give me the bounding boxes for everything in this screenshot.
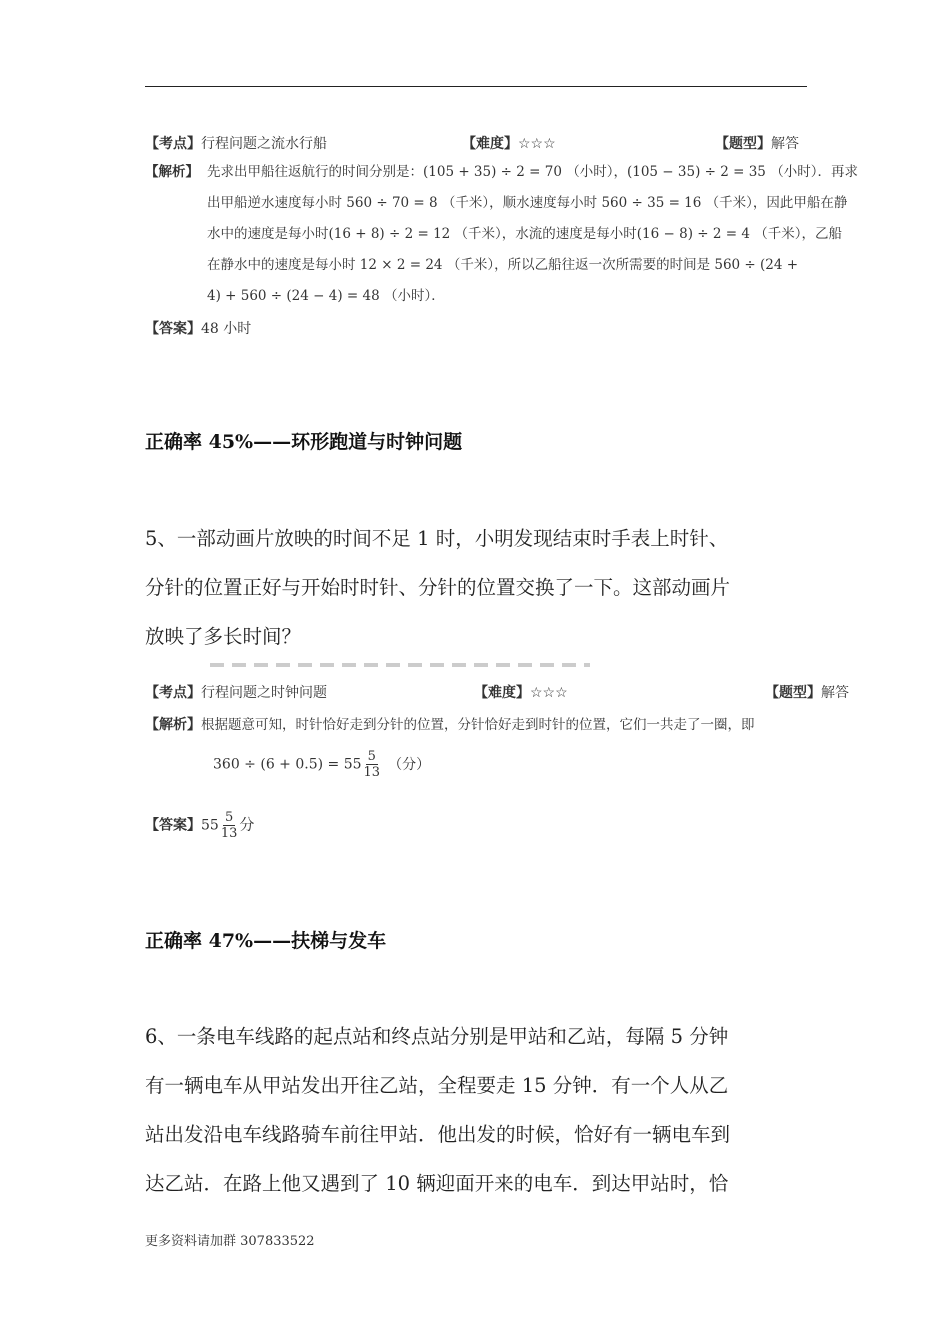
nandu-stars: ☆☆☆	[530, 685, 568, 701]
tixing-value: 解答	[821, 685, 849, 701]
section-heading-escalator: 正确率 47%——扶梯与发车	[145, 930, 387, 952]
kaodian-tag: 【考点】	[145, 685, 201, 701]
question-6-line-1: 6、一条电车线路的起点站和终点站分别是甲站和乙站，每隔 5 分钟	[145, 1025, 729, 1048]
fraction-numerator: 5	[367, 749, 376, 764]
nandu-stars: ☆☆☆	[518, 136, 556, 152]
fraction-denominator: 13	[363, 765, 381, 780]
kaodian-2	[145, 682, 327, 702]
jiexi-1-line-3: 水中的速度是每小时(16 + 8) ÷ 2 = 12 （千米），水流的速度是每小时(16 − 8) ÷ 2 = 4 （千米），乙船	[207, 226, 842, 242]
fraction-numerator: 5	[224, 810, 234, 825]
nandu-tag: 【难度】	[474, 685, 530, 701]
kaodian-1	[145, 133, 327, 153]
kaodian-value: 行程问题之流水行船	[201, 136, 327, 152]
nandu-2	[474, 682, 568, 702]
formula-line	[213, 749, 430, 780]
daan-whole: 55	[201, 817, 219, 834]
tixing-tag: 【题型】	[715, 136, 771, 152]
nandu-1	[462, 133, 556, 153]
top-rule	[145, 86, 807, 87]
jiexi-1-line-1: 先求出甲船往返航行的时间分别是：(105 + 35) ÷ 2 = 70 （小时），(105 − 35) ÷ 2 = 35 （小时）．再求	[207, 164, 858, 180]
jiexi-1-line-2: 出甲船逆水速度每小时 560 ÷ 70 = 8 （千米），顺水速度每小时 560 ÷ 35 = 16 （千米），因此甲船在静	[207, 195, 848, 211]
kaodian-tag: 【考点】	[145, 136, 201, 152]
tixing-tag: 【题型】	[765, 685, 821, 701]
formula-unit: （分）	[388, 756, 431, 773]
question-6-line-3: 站出发沿电车线路骑车前往甲站．他出发的时候，恰好有一辆电车到	[145, 1123, 731, 1146]
daan-unit: 分	[239, 815, 255, 834]
section-heading-clock: 正确率 45%——环形跑道与时钟问题	[145, 431, 463, 453]
daan-fraction	[221, 810, 238, 841]
daan-tag: 【答案】	[145, 321, 201, 337]
question-5	[145, 514, 810, 661]
kaodian-value: 行程问题之时钟问题	[201, 685, 327, 701]
jiexi-text: 根据题意可知，时针恰好走到分针的位置，分针恰好走到时针的位置，它们一共走了一圈，即	[201, 717, 755, 733]
footer-note: 更多资料请加群 307833522	[145, 1234, 315, 1249]
question-5-line-1: 5、一部动画片放映的时间不足 1 时，小明发现结束时手表上时针、	[145, 527, 729, 550]
question-5-line-3: 放映了多长时间？	[145, 625, 302, 648]
question-6	[145, 1012, 810, 1208]
daan-value: 48 小时	[201, 321, 252, 337]
tixing-value: 解答	[771, 136, 799, 152]
fraction-denominator: 13	[220, 826, 238, 841]
tixing-1	[715, 133, 799, 153]
nandu-tag: 【难度】	[462, 136, 518, 152]
question-6-line-2: 有一辆电车从甲站发出开往乙站，全程要走 15 分钟．有一个人从乙	[145, 1074, 729, 1097]
daan-2	[145, 810, 254, 841]
jiexi-tag: 【解析】	[145, 717, 201, 733]
question-6-line-4: 达乙站．在路上他又遇到了 10 辆迎面开来的电车．到达甲站时，恰	[145, 1172, 729, 1195]
formula-fraction	[364, 749, 381, 780]
formula-left: 360 ÷ (6 + 0.5) = 55	[213, 756, 362, 773]
jiexi-1-tag: 【解析】	[145, 164, 199, 180]
jiexi-1-line-4: 在静水中的速度是每小时 12 × 2 = 24 （千米），所以乙船往返一次所需要的时间是 560 ÷ (24 +	[207, 257, 799, 273]
jiexi-1-line-5: 4) + 560 ÷ (24 − 4) = 48 （小时）．	[207, 288, 445, 304]
jiexi-2	[145, 713, 755, 734]
question-5-line-2: 分针的位置正好与开始时时针、分针的位置交换了一下。这部动画片	[145, 576, 731, 599]
daan-1	[145, 318, 251, 338]
tixing-2	[765, 682, 849, 702]
daan-tag: 【答案】	[145, 817, 201, 834]
faint-artifact	[210, 663, 590, 667]
